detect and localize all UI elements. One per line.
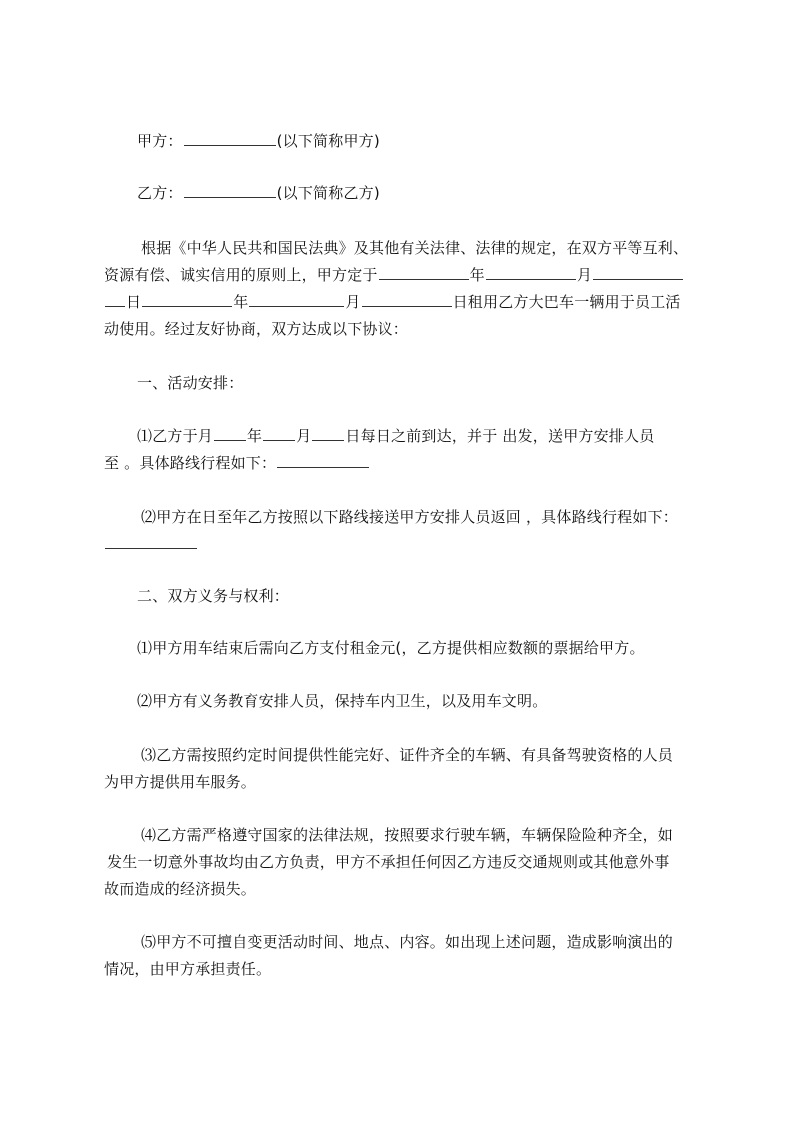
date-blank: [142, 292, 232, 307]
section-2-item-4-line-3: [104, 879, 256, 899]
s2-item4-text-1: ⑷乙方需严格遵守国家的法律法规，按照要求行驶车辆，车辆保险险种齐全，如: [141, 826, 674, 844]
intro-text-1: 根据《中华人民共和国民法典》及其他有关法律、法律的规定，在双方平等互利、: [141, 239, 689, 257]
intro-line-4: [104, 319, 408, 339]
section-1-item-1-line-2: [104, 453, 370, 473]
s2-item5-text-2: 情况，由甲方承担责任。: [104, 960, 272, 978]
intro-text-4: 动使用。经过友好协商，双方达成以下协议：: [104, 320, 409, 338]
party-b-label: 乙方：: [137, 184, 183, 202]
party-b-suffix: (以下简称乙方): [276, 184, 380, 202]
intro-line-1: [141, 238, 688, 258]
section-2-item-5-line-1: [141, 932, 673, 952]
section-2-item-4-line-2: [107, 852, 669, 872]
intro-day: 日: [126, 293, 142, 311]
section-1-heading: [137, 373, 243, 393]
section-1-heading-text: 一、活动安排：: [137, 374, 244, 392]
s2-item1-text: ⑴甲方用车结束后需向乙方支付租金元(，乙方提供相应数额的票据给甲方。: [137, 639, 645, 657]
s2-item5-text-1: ⑸甲方不可擅自变更活动时间、地点、内容。如出现上述问题，造成影响演出的: [141, 933, 674, 951]
party-a-suffix: (以下简称甲方): [276, 132, 380, 150]
s2-item3-text-2: 为甲方提供用车服务。: [104, 773, 257, 791]
s1-item1-year: 年: [247, 427, 263, 445]
s1-item1-line2: 至 。具体路线行程如下：: [104, 454, 277, 472]
intro-line-2: [104, 265, 684, 285]
s1-blank: [312, 426, 344, 441]
intro-text-2: 资源有偿、诚实信用的原则上，甲方定于: [104, 266, 378, 284]
section-2-item-3-line-1: [141, 745, 673, 765]
s1-blank: [263, 426, 295, 441]
party-a-blank: [184, 131, 276, 146]
section-1-item-2: [141, 507, 678, 527]
date-blank: [362, 292, 452, 307]
s2-item2-text: ⑵甲方有义务教育安排人员，保持车内卫生，以及用车文明。: [137, 692, 548, 710]
s2-item4-text-3: 故而造成的经济损失。: [104, 880, 257, 898]
party-b-blank: [184, 183, 276, 198]
party-a-line: [137, 131, 380, 151]
date-blank: [593, 265, 683, 280]
section-2-heading: [137, 586, 289, 606]
section-1-item-1-line-1: [137, 426, 654, 446]
route-blank: [105, 534, 197, 549]
date-blank: [486, 265, 576, 280]
route-blank: [277, 453, 369, 468]
intro-month-2: 月: [345, 293, 361, 311]
intro-line-3: [104, 292, 681, 312]
date-blank: [379, 265, 469, 280]
intro-rental: 日租用乙方大巴车一辆用于员工活: [452, 293, 681, 311]
section-1-item-2-blank: [104, 534, 198, 554]
party-a-label: 甲方：: [137, 132, 183, 150]
s2-item3-text-1: ⑶乙方需按照约定时间提供性能完好、证件齐全的车辆、有具备驾驶资格的人员: [141, 746, 674, 764]
section-2-item-2: [137, 691, 547, 711]
section-2-item-1: [137, 638, 645, 658]
s1-item2-text: ⑵甲方在日至年乙方按照以下路线接送甲方安排人员返回 ，具体路线行程如下：: [141, 508, 678, 526]
date-blank: [249, 292, 344, 307]
section-2-item-4-line-1: [141, 825, 673, 845]
s1-item1-rest: 日每日之前到达，并于 出发，送甲方安排人员: [345, 427, 655, 445]
s1-item1-start: ⑴乙方于月: [137, 427, 214, 445]
section-2-item-5-line-2: [104, 959, 271, 979]
intro-year-2: 年: [233, 293, 249, 311]
date-blank: [105, 292, 125, 307]
s1-blank: [214, 426, 246, 441]
section-2-item-3-line-2: [104, 772, 256, 792]
s2-item4-text-2: 发生一切意外事故均由乙方负责，甲方不承担任何因乙方违反交通规则或其他意外事: [107, 853, 670, 871]
intro-year: 年: [469, 266, 485, 284]
intro-month: 月: [576, 266, 593, 284]
section-2-heading-text: 二、双方义务与权利：: [137, 587, 290, 605]
s1-item1-month: 月: [296, 427, 312, 445]
party-b-line: [137, 183, 380, 203]
